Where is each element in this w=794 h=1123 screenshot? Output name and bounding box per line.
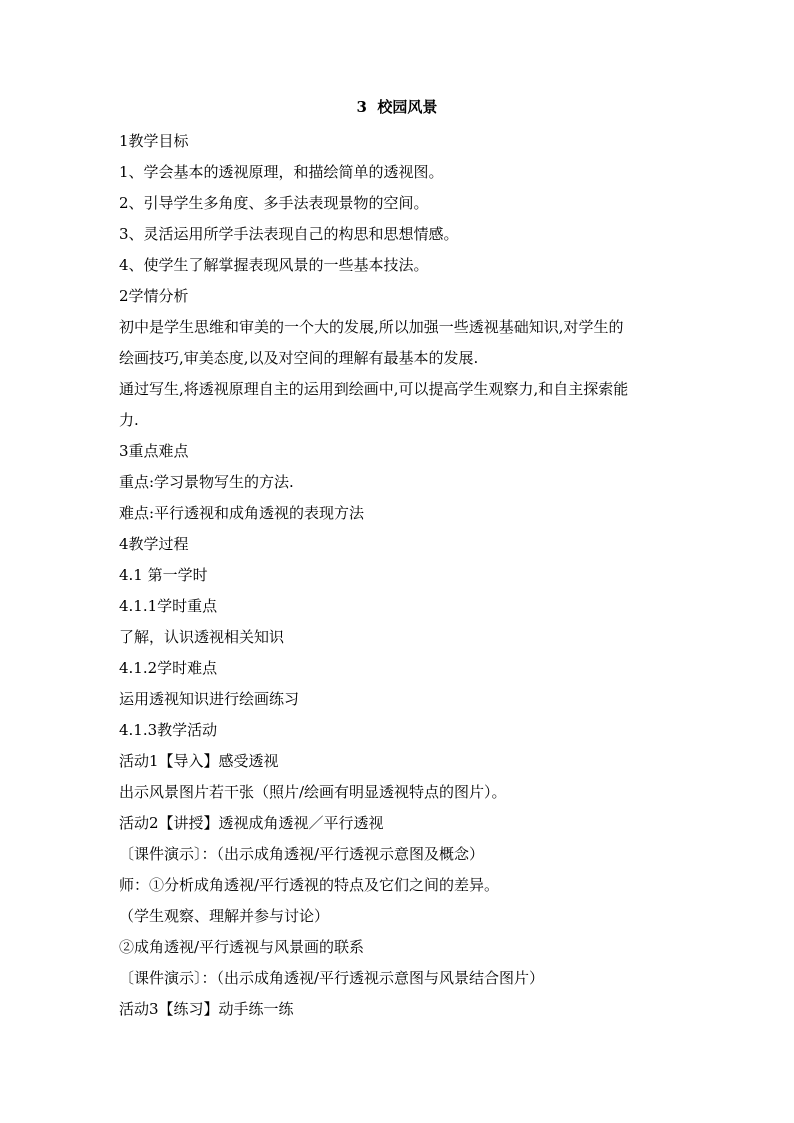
section-heading-objectives: 1教学目标 — [119, 132, 189, 150]
key-point: 重点:学习景物写生的方法. — [119, 473, 294, 491]
objective-item-4: 4、使学生了解掌握表现风景的一些基本技法。 — [119, 256, 429, 274]
objective-item-3: 3、灵活运用所学手法表现自己的构思和思想情感。 — [119, 225, 459, 243]
section-heading-analysis: 2学情分析 — [119, 287, 189, 305]
analysis-line-3: 通过写生,将透视原理自主的运用到绘画中,可以提高学生观察力,和自主探索能 — [119, 380, 629, 398]
objective-item-1: 1、学会基本的透视原理，和描绘简单的透视图。 — [119, 163, 444, 181]
analysis-line-2: 绘画技巧,审美态度,以及对空间的理解有最基本的发展. — [119, 349, 479, 367]
subsection-period-focus: 4.1.1学时重点 — [119, 597, 218, 615]
period-difficulty-text: 运用透视知识进行绘画练习 — [119, 690, 300, 708]
activity-1-heading: 活动1【导入】感受透视 — [119, 752, 279, 770]
activity-2-courseware-1: 〔课件演示〕：（出示成角透视/平行透视示意图及概念） — [119, 845, 485, 863]
activity-2-connection: ②成角透视/平行透视与风景画的联系 — [119, 938, 365, 956]
subsection-period-difficulty: 4.1.2学时难点 — [119, 659, 218, 677]
analysis-line-4: 力. — [119, 411, 139, 429]
subsection-activities: 4.1.3教学活动 — [119, 721, 218, 739]
section-heading-key-points: 3重点难点 — [119, 442, 189, 460]
activity-2-students: （学生观察、理解并参与讨论） — [119, 907, 330, 925]
document-body — [119, 126, 679, 1025]
period-focus-text: 了解，认识透视相关知识 — [119, 628, 285, 646]
difficult-point: 难点:平行透视和成角透视的表现方法 — [119, 504, 365, 522]
analysis-line-1: 初中是学生思维和审美的一个大的发展,所以加强一些透视基础知识,对学生的 — [119, 318, 624, 336]
document-title: 3 校园风景 — [356, 98, 438, 116]
section-heading-process: 4教学过程 — [119, 535, 189, 553]
activity-2-courseware-2: 〔课件演示〕：（出示成角透视/平行透视示意图与风景结合图片） — [119, 969, 545, 987]
activity-2-teacher: 师：①分析成角透视/平行透视的特点及它们之间的差异。 — [119, 876, 500, 894]
activity-2-heading: 活动2【讲授】透视成角透视／平行透视 — [119, 814, 384, 832]
activity-1-text: 出示风景图片若干张（照片/绘画有明显透视特点的图片）。 — [119, 783, 507, 801]
activity-3-heading: 活动3【练习】动手练一练 — [119, 1000, 294, 1018]
subsection-first-period: 4.1 第一学时 — [119, 566, 208, 584]
objective-item-2: 2、引导学生多角度、多手法表现景物的空间。 — [119, 194, 429, 212]
